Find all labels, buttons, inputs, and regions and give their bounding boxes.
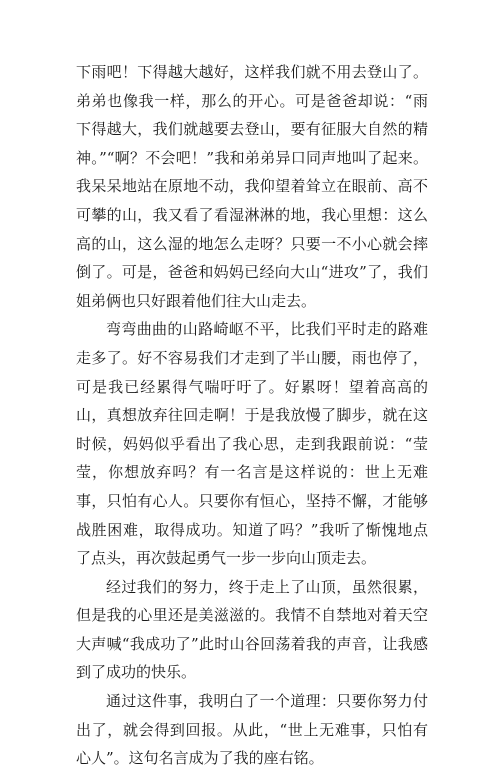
paragraph-lesson: 通过这件事，我明白了一个道理：只要你努力付出了，就会得到回报。从此，“世上无难事，只怕有心人”。这句名言成为了我的座右铭。 [76,692,428,768]
paragraph-summit: 经过我们的努力，终于走上了山顶，虽然很累，但是我的心里还是美滋滋的。我情不自禁地对着天空大声喊“我成功了”此时山谷回荡着我的声音，让我感到了成功的快乐。 [76,577,428,682]
paragraph-mountain-path: 弯弯曲曲的山路崎岖不平，比我们平时走的路难走多了。好不容易我们才走到了半山腰，雨也停了，可是我已经累得气喘吁吁了。好累呀！望着高高的山，真想放弃往回走啊！于是我放慢了脚步，就在这时候，妈妈似乎看出了我心思，走到我跟前说：“莹莹，你想放弃吗？有一名言是这样说的：世上无难事，只怕有心人。只要你有恒心，坚持不懈，才能够战胜困难，取得成功。知道了吗？”我听了惭愧地点了点头，再次鼓起勇气一步一步向山顶走去。 [76,320,428,568]
paragraph-continuation: 下雨吧！下得越大越好，这样我们就不用去登山了。弟弟也像我一样，那么的开心。可是爸爸却说：“雨下得越大，我们就越要去登山，要有征服大自然的精神。”“啊？不会吧！”我和弟弟异口同声地叫了起来。我呆呆地站在原地不动，我仰望着耸立在眼前、高不可攀的山，我又看了看湿淋淋的地，我心里想：这么高的山，这么湿的地怎么走呀？只要一不小心就会摔倒了。可是，爸爸和妈妈已经向大山“进攻”了，我们姐弟俩也只好跟着他们往大山走去。 [76,63,428,310]
essay-body [76,58,428,773]
